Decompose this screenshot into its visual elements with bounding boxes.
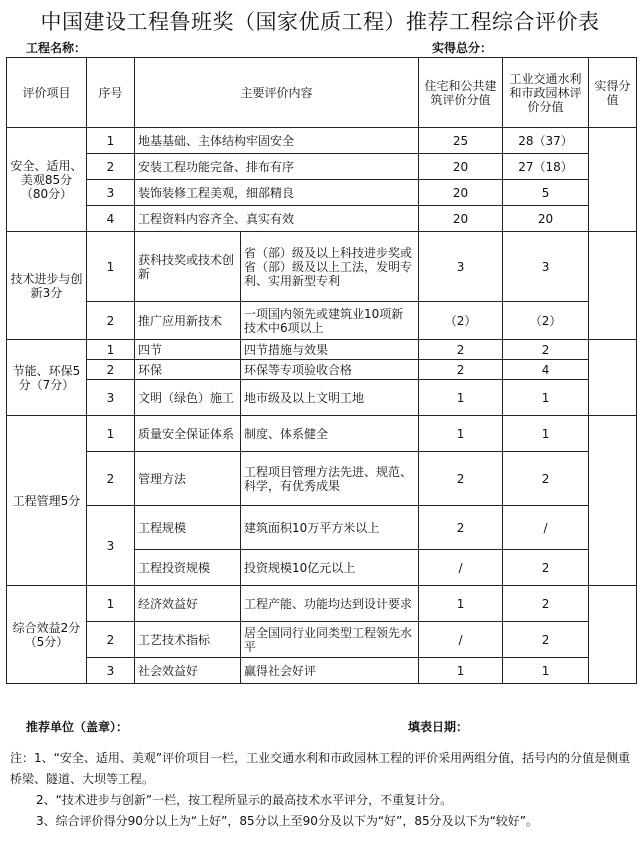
table-row <box>7 416 637 452</box>
score-a-cell: 2 <box>419 506 503 550</box>
table-row <box>7 380 637 416</box>
item-cell: 获科技奖或技术创新 <box>135 232 241 302</box>
header-actual: 实得分值 <box>589 58 637 128</box>
table-row <box>7 302 637 340</box>
form-title: 中国建设工程鲁班奖（国家优质工程）推荐工程综合评价表 <box>40 10 600 34</box>
category-cell: 综合效益2分（5分） <box>7 586 87 684</box>
table-row <box>7 506 637 550</box>
seq-cell: 4 <box>87 206 135 232</box>
item-cell: 推广应用新技术 <box>135 302 241 340</box>
actual-total-label: 实得总分： <box>432 41 493 55</box>
score-a-cell: 2 <box>419 340 503 360</box>
seq-cell: 2 <box>87 452 135 506</box>
category-cell: 节能、环保5分（7分） <box>7 340 87 416</box>
header-category: 评价项目 <box>7 58 87 128</box>
actual-score-cell[interactable] <box>589 128 637 232</box>
seq-cell: 3 <box>87 506 135 586</box>
score-a-cell: 20 <box>419 154 503 180</box>
score-a-cell: （2） <box>419 302 503 340</box>
score-b-cell: 3 <box>503 232 589 302</box>
actual-score-cell[interactable] <box>589 416 637 586</box>
table-row <box>7 128 637 154</box>
seq-cell: 1 <box>87 128 135 154</box>
table-row <box>7 206 637 232</box>
score-a-cell: 20 <box>419 206 503 232</box>
header-score-b: 工业交通水利和市政园林评价分值 <box>503 58 589 128</box>
notes-block <box>10 748 634 832</box>
seq-cell: 2 <box>87 302 135 340</box>
item-cell: 文明（绿色）施工 <box>135 380 241 416</box>
item-cell: 工程投资规模 <box>135 550 241 586</box>
score-a-cell: 3 <box>419 232 503 302</box>
table-row <box>7 586 637 622</box>
seq-cell: 2 <box>87 360 135 380</box>
table-row <box>7 180 637 206</box>
score-a-cell: 1 <box>419 416 503 452</box>
score-b-cell: 1 <box>503 380 589 416</box>
content-cell: 赢得社会好评 <box>241 658 419 684</box>
score-b-cell: 2 <box>503 340 589 360</box>
content-cell: 工程项目管理方法先进、规范、科学，有优秀成果 <box>241 452 419 506</box>
seq-cell: 1 <box>87 232 135 302</box>
score-b-cell: 20 <box>503 206 589 232</box>
table-row <box>7 232 637 302</box>
note-2: 2、“技术进步与创新”一栏，按工程所显示的最高技术水平评分，不重复计分。 <box>36 793 453 807</box>
category-cell: 安全、适用、美观85分（80分） <box>7 128 87 232</box>
table-row <box>7 360 637 380</box>
content-cell: 工程资料内容齐全、真实有效 <box>135 206 419 232</box>
score-b-cell: 1 <box>503 658 589 684</box>
seq-cell: 3 <box>87 380 135 416</box>
seq-cell: 3 <box>87 658 135 684</box>
score-a-cell: 2 <box>419 452 503 506</box>
header-seq: 序号 <box>87 58 135 128</box>
table-row <box>7 154 637 180</box>
item-cell: 管理方法 <box>135 452 241 506</box>
category-cell: 技术进步与创新3分 <box>7 232 87 340</box>
recommender-label: 推荐单位（盖章）： <box>26 720 129 734</box>
table-row <box>7 452 637 506</box>
content-cell: 投资规模10亿元以上 <box>241 550 419 586</box>
content-cell: 工程产能、功能均达到设计要求 <box>241 586 419 622</box>
note-1: 注：1、“安全、适用、美观”评价项目一栏，工业交通水利和市政园林工程的评价采用两组分值，括号内的分值是侧重桥梁、隧道、大坝等工程。 <box>10 751 631 786</box>
item-cell: 社会效益好 <box>135 658 241 684</box>
table-row <box>7 622 637 658</box>
seq-cell: 1 <box>87 586 135 622</box>
score-b-cell: 28（37） <box>503 128 589 154</box>
score-b-cell: 5 <box>503 180 589 206</box>
seq-cell: 1 <box>87 340 135 360</box>
score-a-cell: 1 <box>419 658 503 684</box>
seq-cell: 3 <box>87 180 135 206</box>
score-a-cell: 2 <box>419 360 503 380</box>
score-b-cell: 2 <box>503 452 589 506</box>
score-b-cell: 4 <box>503 360 589 380</box>
header-score-a: 住宅和公共建筑评价分值 <box>419 58 503 128</box>
score-b-cell: 2 <box>503 550 589 586</box>
score-b-cell: 2 <box>503 586 589 622</box>
table-row <box>7 658 637 684</box>
content-cell: 居全国同行业同类型工程领先水平 <box>241 622 419 658</box>
item-cell: 工艺技术指标 <box>135 622 241 658</box>
content-cell: 四节措施与效果 <box>241 340 419 360</box>
seq-cell: 2 <box>87 154 135 180</box>
actual-score-cell[interactable] <box>589 232 637 340</box>
seq-cell: 1 <box>87 416 135 452</box>
score-a-cell: 1 <box>419 380 503 416</box>
content-cell: 安装工程功能完备、排布有序 <box>135 154 419 180</box>
item-cell: 经济效益好 <box>135 586 241 622</box>
score-a-cell: / <box>419 550 503 586</box>
content-cell: 地市级及以上文明工地 <box>241 380 419 416</box>
project-name-label: 工程名称： <box>26 41 87 55</box>
content-cell: 环保等专项验收合格 <box>241 360 419 380</box>
item-cell: 工程规模 <box>135 506 241 550</box>
score-b-cell: 27（18） <box>503 154 589 180</box>
content-cell: 地基基础、主体结构牢固安全 <box>135 128 419 154</box>
actual-score-cell[interactable] <box>589 586 637 684</box>
header-row <box>7 58 637 128</box>
actual-score-cell[interactable] <box>589 340 637 416</box>
score-a-cell: / <box>419 622 503 658</box>
note-3: 3、综合评价得分90分以上为“上好”，85分以上至90分及以下为“好”，85分及以下为“较好”。 <box>36 814 539 828</box>
content-cell: 装饰装修工程美观，细部精良 <box>135 180 419 206</box>
score-a-cell: 20 <box>419 180 503 206</box>
evaluation-table <box>6 57 637 684</box>
score-b-cell: / <box>503 506 589 550</box>
header-content: 主要评价内容 <box>135 58 419 128</box>
item-cell: 环保 <box>135 360 241 380</box>
content-cell: 一项国内领先或建筑业10项新技术中6项以上 <box>241 302 419 340</box>
content-cell: 建筑面积10万平方米以上 <box>241 506 419 550</box>
score-a-cell: 25 <box>419 128 503 154</box>
item-cell: 四节 <box>135 340 241 360</box>
score-a-cell: 1 <box>419 586 503 622</box>
date-label: 填表日期： <box>408 720 469 734</box>
score-b-cell: 2 <box>503 622 589 658</box>
item-cell: 质量安全保证体系 <box>135 416 241 452</box>
content-cell: 省（部）级及以上科技进步奖或省（部）级及以上工法，发明专利、实用新型专利 <box>241 232 419 302</box>
seq-cell: 2 <box>87 622 135 658</box>
content-cell: 制度、体系健全 <box>241 416 419 452</box>
table-row <box>7 340 637 360</box>
score-b-cell: （2） <box>503 302 589 340</box>
category-cell: 工程管理5分 <box>7 416 87 586</box>
score-b-cell: 1 <box>503 416 589 452</box>
